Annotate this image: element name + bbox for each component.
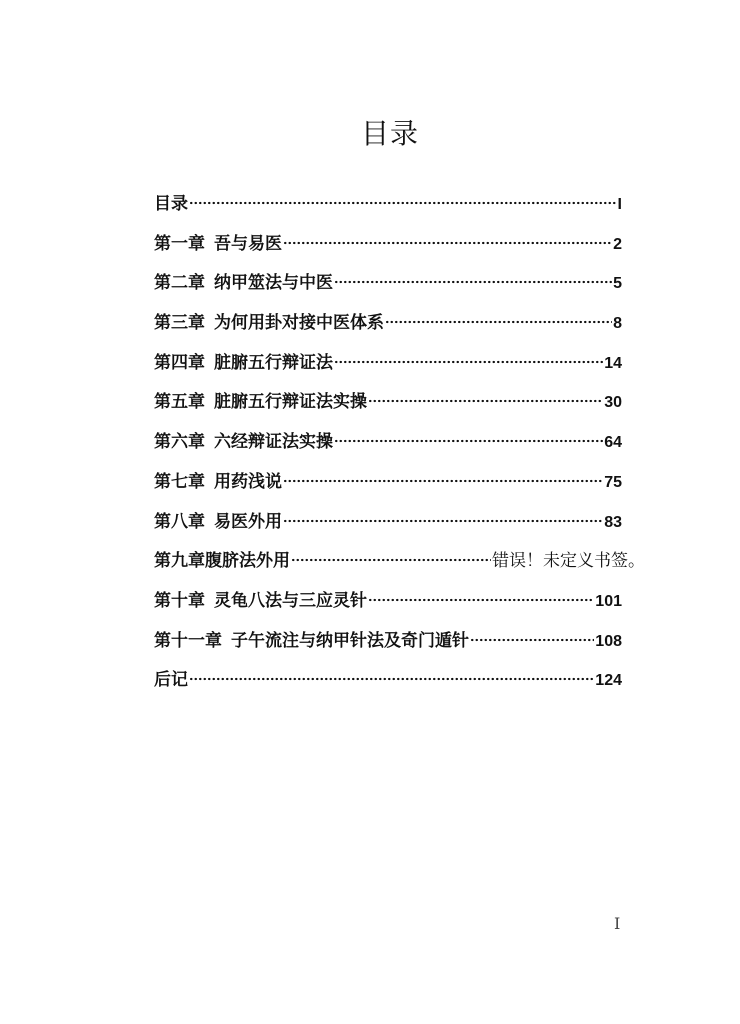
toc-entry-title: 子午流注与纳甲针法及奇门遁针	[231, 630, 469, 651]
toc-entry-page: 5	[613, 275, 622, 293]
toc-entry-page: I	[617, 196, 622, 213]
toc-entry-title: 纳甲筮法与中医	[214, 273, 333, 294]
toc-entry-page: 83	[604, 513, 622, 531]
toc-entry-afterword[interactable]	[154, 667, 622, 707]
dot-leader	[470, 638, 594, 642]
toc-entry-chapter-2[interactable]	[154, 270, 622, 310]
toc-entry-chapter: 第六章	[154, 432, 205, 453]
toc-entry-title: 灵龟八法与三应灵针	[214, 590, 367, 611]
toc-entry-chapter: 第四章	[154, 352, 205, 373]
toc-entry-chapter-5[interactable]	[154, 389, 622, 429]
toc-entry-contents[interactable]	[154, 191, 622, 231]
toc-entry-page: 8	[613, 315, 622, 333]
toc-entry-chapter: 第一章	[154, 233, 205, 254]
toc-entry-title: 六经辩证法实操	[214, 432, 333, 453]
toc-entry-chapter-7[interactable]	[154, 469, 622, 509]
toc-entry-title: 用药浅说	[214, 471, 282, 492]
dot-leader	[189, 201, 617, 205]
toc-entry-chapter-1[interactable]	[154, 231, 622, 271]
toc-entry-title: 腹脐法外用	[205, 551, 290, 572]
table-of-contents	[154, 191, 645, 707]
toc-entry-chapter: 第七章	[154, 471, 205, 492]
toc-entry-chapter: 第九章	[154, 551, 205, 572]
dot-leader	[283, 241, 612, 245]
toc-entry-title: 后记	[154, 670, 188, 691]
dot-leader	[291, 558, 491, 562]
toc-entry-chapter-6[interactable]	[154, 429, 622, 469]
toc-entry-page: 108	[595, 632, 622, 650]
toc-entry-title: 为何用卦对接中医体系	[214, 313, 384, 334]
toc-entry-chapter: 第十一章	[154, 630, 222, 651]
toc-entry-chapter: 第二章	[154, 273, 205, 294]
toc-entry-page: 124	[595, 672, 622, 690]
dot-leader	[368, 598, 594, 602]
toc-entry-title: 脏腑五行辩证法	[214, 352, 333, 373]
dot-leader	[334, 280, 612, 284]
toc-entry-page: 75	[604, 473, 622, 491]
dot-leader	[283, 519, 603, 523]
toc-entry-chapter-3[interactable]	[154, 310, 622, 350]
toc-entry-title: 目录	[154, 194, 188, 214]
page-title: 目录	[360, 117, 419, 150]
toc-entry-page: 101	[595, 592, 622, 610]
toc-entry-page: 30	[604, 394, 622, 412]
toc-entry-title: 易医外用	[214, 511, 282, 532]
bookmark-error-text: 错误！未定义书签。	[492, 551, 645, 572]
toc-entry-title: 脏腑五行辩证法实操	[214, 392, 367, 413]
toc-entry-chapter: 第五章	[154, 392, 205, 413]
toc-entry-page: 14	[604, 354, 622, 372]
dot-leader	[334, 360, 603, 364]
toc-entry-page: 2	[613, 235, 622, 253]
dot-leader	[385, 320, 612, 324]
page-number: I	[614, 914, 621, 933]
toc-entry-chapter-8[interactable]	[154, 509, 622, 549]
dot-leader	[283, 479, 603, 483]
toc-entry-chapter-11[interactable]	[154, 628, 622, 668]
toc-entry-chapter: 第三章	[154, 313, 205, 334]
dot-leader	[368, 399, 603, 403]
toc-entry-chapter-4[interactable]	[154, 350, 622, 390]
toc-entry-page: 64	[604, 434, 622, 452]
dot-leader	[189, 677, 594, 681]
dot-leader	[334, 439, 603, 443]
toc-entry-title: 吾与易医	[214, 233, 282, 254]
toc-entry-chapter-9[interactable]	[154, 548, 645, 588]
toc-entry-chapter: 第十章	[154, 590, 205, 611]
toc-entry-chapter-10[interactable]	[154, 588, 622, 628]
toc-entry-chapter: 第八章	[154, 511, 205, 532]
